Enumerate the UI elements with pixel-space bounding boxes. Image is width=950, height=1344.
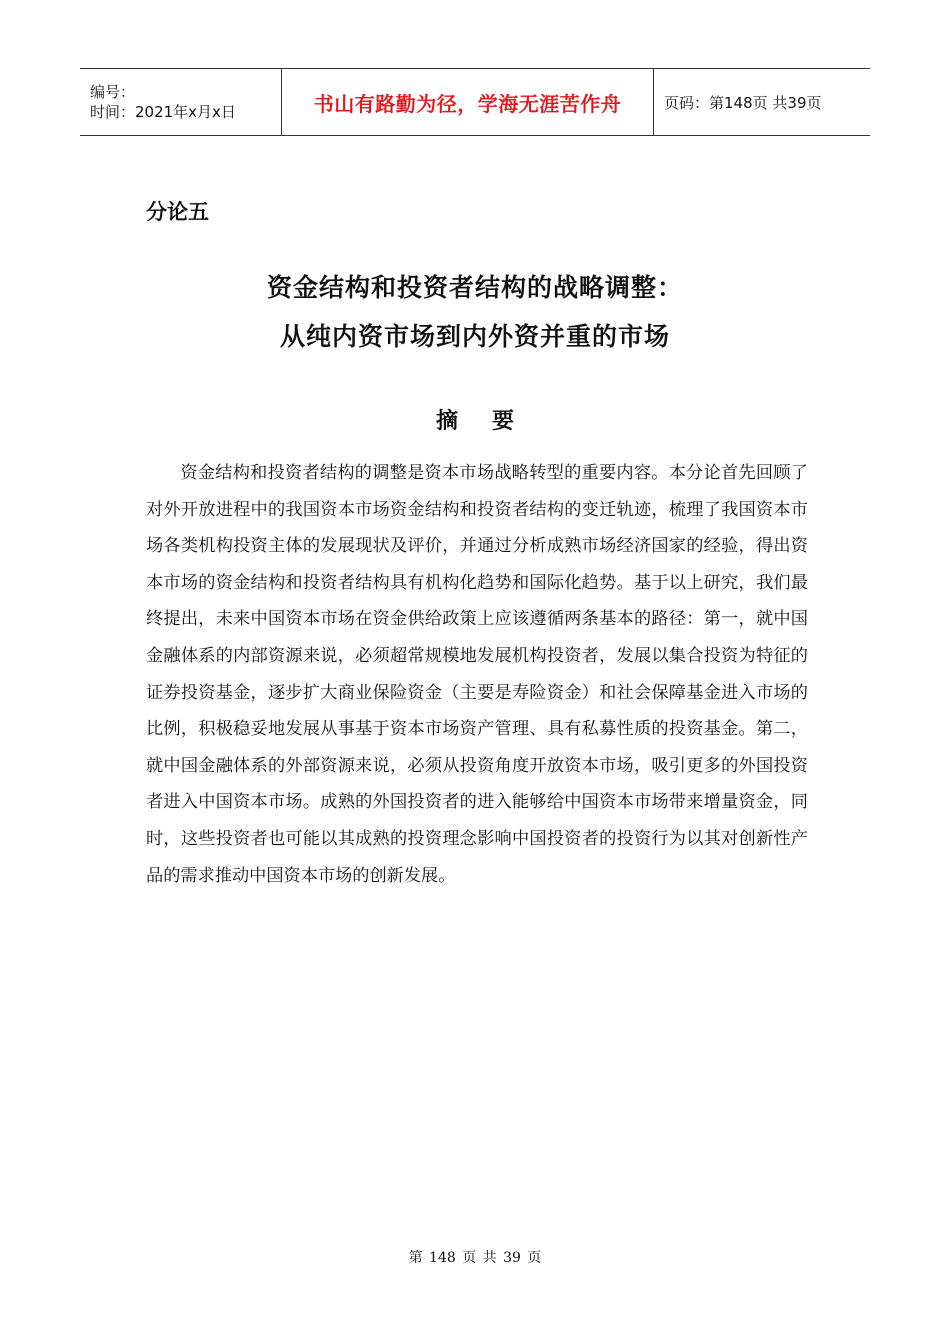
page-header — [80, 68, 870, 136]
document-title-line-2: 从纯内资市场到内外资并重的市场 — [279, 322, 670, 351]
header-page-info: 页码：第148页 共39页 — [664, 93, 822, 112]
header-meta-cell — [80, 69, 282, 135]
header-motto: 书山有路勤为径，学海无涯苦作舟 — [313, 91, 622, 116]
header-page-cell — [654, 69, 870, 135]
time-label: 时间：2021年x月x日 — [90, 103, 236, 121]
footer-page-number: 第 148 页 共 39 页 — [408, 1250, 542, 1266]
header-motto-cell — [282, 69, 654, 135]
document-title-line-1: 资金结构和投资者结构的战略调整： — [266, 273, 683, 302]
abstract-heading: 摘要 — [435, 409, 548, 434]
part-label: 分论五 — [146, 200, 209, 224]
doc-number-label: 编号： — [90, 83, 136, 101]
abstract-body: 资金结构和投资者结构的调整是资本市场战略转型的重要内容。本分论首先回顾了对外开放进程中的我国资本市场资金结构和投资者结构的变迁轨迹，梳理了我国资本市场各类机构投资主体的发展现状及评价，并通过分析成熟市场经济国家的经验，得出资本市场的资金结构和投资者结构具有机构化趋势和国际化趋势。基于以上研究，我们最终提出，未来中国资本市场在资金供给政策上应该遵循两条基本的路径：第一，就中国金融体系的内部资源来说，必须超常规模地发展机构投资者，发展以集合投资为特征的证券投资基金，逐步扩大商业保险资金（主要是寿险资金）和社会保障基金进入市场的比例，积极稳妥地发展从事基于资本市场资产管理、具有私募性质的投资基金。第二，就中国金融体系的外部资源来说，必须从投资角度开放资本市场，吸引更多的外国投资者进入中国资本市场。成熟的外国投资者的进入能够给中国资本市场带来增量资金，同时，这些投资者也可能以其成熟的投资理念影响中国投资者的投资行为以其对创新性产品的需求推动中国资本市场的创新发展。 — [146, 463, 808, 886]
